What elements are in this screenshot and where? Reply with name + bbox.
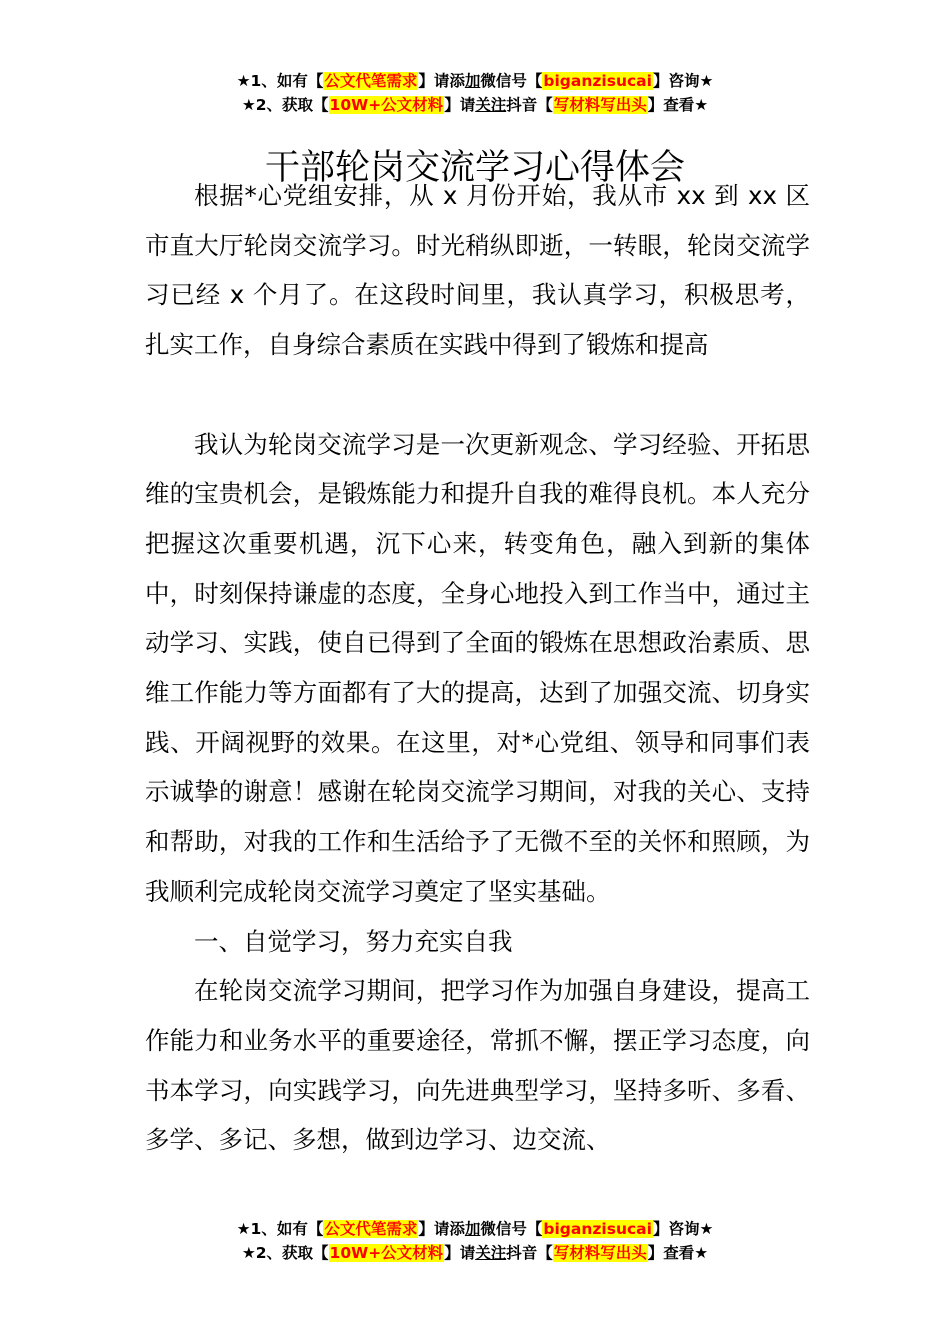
paragraph-2: 我认为轮岗交流学习是一次更新观念、学习经验、开拓思维的宝贵机会，是锻炼能力和提升自我的难得良机。本人充分把握这次重要机遇，沉下心来，转变角色，融入到新的集体中，时刻保持谦虚的态度，全身心地投入到工作当中，通过主动学习、实践，使自已得到了全面的锻炼在思想政治素质、思维工作能力等方面都有了大的提高，达到了加强交流、切身实践、开阔视野的效果。在这里，对*心党组、领导和同事们表示诚挚的谢意！感谢在轮岗交流学习期间，对我的关心、支持和帮助，对我的工作和生活给予了无微不至的关怀和照顾，为我顺利完成轮岗交流学习奠定了坚实基础。: [145, 429, 810, 906]
highlight-douyin: 写材料写出头: [553, 96, 647, 114]
paragraph-3: 在轮岗交流学习期间，把学习作为加强自身建设，提高工作能力和业务水平的重要途径，常抓不懈，摆正学习态度，向书本学习，向实践学习，向先进典型学习，坚持多听、多看、多学、多记、多想，做到边学习、边交流、: [145, 976, 810, 1155]
highlight-materials: 10W+公文材料: [329, 1244, 444, 1262]
top-notice: [0, 69, 950, 117]
paragraph-1: 根据*心党组安排，从 x 月份开始，我从市 xx 到 xx 区市直大厅轮岗交流学习。时光稍纵即逝，一转眼，轮岗交流学习已经 x 个月了。在这段时间里，我认真学习，积极思考，扎实工作，自身综合素质在实践中得到了锻炼和提高: [145, 181, 810, 360]
document-title: 干部轮岗交流学习心得体会: [264, 148, 685, 189]
notice-line-2: ★2、获取【10W+公文材料】请关注抖音【写材料写出头】查看★: [241, 1244, 709, 1262]
section-heading-1: 一、自觉学习，努力充实自我: [194, 926, 513, 956]
highlight-wechat-id: biganzisucai: [543, 72, 652, 90]
notice-line-2: ★2、获取【10W+公文材料】请关注抖音【写材料写出头】查看★: [241, 96, 709, 114]
highlight-materials: 10W+公文材料: [329, 96, 444, 114]
notice-line-1: ★1、如有【公文代笔需求】请添加微信号【biganzisucai】咨询★: [236, 1220, 714, 1238]
notice-line-1: ★1、如有【公文代笔需求】请添加微信号【biganzisucai】咨询★: [236, 72, 714, 90]
bottom-notice: [0, 1217, 950, 1265]
highlight-ghostwriting: 公文代笔需求: [324, 72, 418, 90]
highlight-ghostwriting: 公文代笔需求: [324, 1220, 418, 1238]
highlight-wechat-id: biganzisucai: [543, 1220, 652, 1238]
highlight-douyin: 写材料写出头: [553, 1244, 647, 1262]
document-body: [145, 171, 810, 1165]
